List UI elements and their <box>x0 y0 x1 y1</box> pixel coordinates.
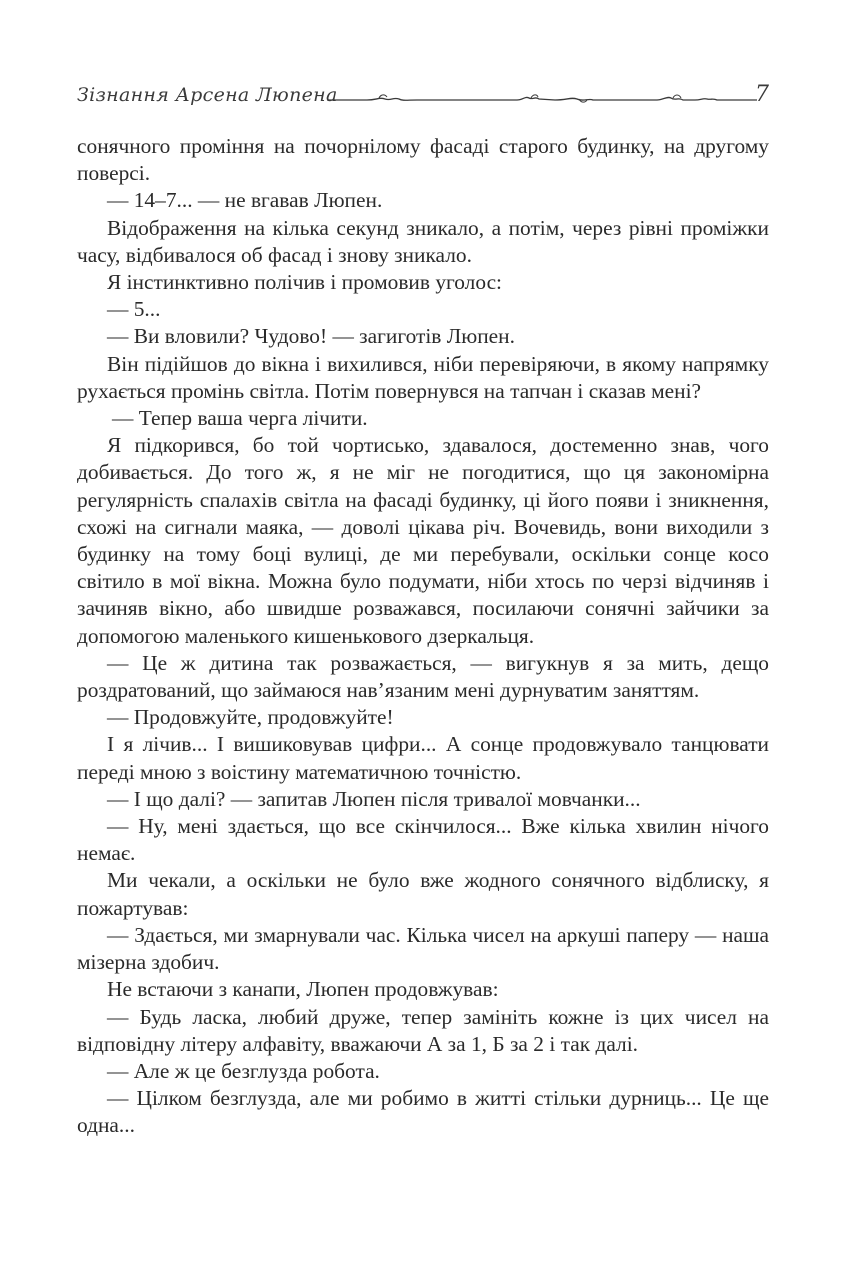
paragraph: Не встаючи з канапи, Люпен продовжував: <box>107 977 499 1002</box>
paragraph: Я підкорився, бо той чортисько, здавалося, достеменно знав, чого добивається. До того ж, я не міг не погодитися, що ця закономірна регулярність спалахів світла на фасаді будинку, ці його появи і зникнення, схожі на сигнали маяка, — доволі цікава річ. Вочевидь, вони виходили з будинку на тому боці вулиці, де ми перебували, оскільки сонце косо світило в мої вікна. Можна було подумати, ніби хтось по черзі відчиняв і зачиняв вікно, або швидше розважався, посилаючи сонячні зайчики за допомогою маленького кишенькового дзеркальця. <box>77 433 769 648</box>
body-text <box>77 133 769 1140</box>
paragraph: — Але ж це безглузда робота. <box>107 1058 380 1083</box>
paragraph: Відображення на кілька секунд зникало, а потім, через рівні проміжки часу, відбивалося об фасад і знову зникало. <box>77 215 769 267</box>
paragraph: — Це ж дитина так розважається, — вигукнув я за мить, дещо роздратований, що займаюся нав’язаним мені дурнуватим заняттям. <box>77 650 769 703</box>
running-title: Зізнання Арсена Люпена <box>77 84 338 106</box>
paragraph: — Ну, мені здається, що все скінчилося... Вже кілька хвилин нічого немає. <box>77 814 769 866</box>
ornament-divider <box>327 90 757 110</box>
paragraph: — Будь ласка, любий друже, тепер замініть кожне із цих чисел на відповідну літеру алфавіту, вважаючи А за 1, Б за 2 і так далі. <box>77 1004 769 1056</box>
paragraph: — 5... <box>107 297 161 322</box>
page-number: 7 <box>755 82 769 107</box>
page-header <box>77 82 777 118</box>
paragraph: — І що далі? — запитав Люпен після тривалої мовчанки... <box>107 786 641 811</box>
paragraph: — Здається, ми змарнували час. Кілька чисел на аркуші паперу — наша мізерна здобич. <box>77 922 769 975</box>
paragraph: І я лічив... І вишиковував цифри... А сонце продовжувало танцювати переді мною з воістину математичною точністю. <box>77 732 769 784</box>
paragraph: — Цілком безглузда, але ми робимо в житті стільки дурниць... Це ще одна... <box>77 1086 769 1138</box>
paragraph: Він підійшов до вікна і вихилився, ніби перевіряючи, в якому напрямку рухається промінь світла. Потім повернувся на тапчан і сказав мені? <box>77 351 769 403</box>
paragraph: — Продовжуйте, продовжуйте! <box>107 705 394 730</box>
paragraph: — 14–7... — не вгавав Люпен. <box>107 188 383 213</box>
paragraph: Ми чекали, а оскільки не було вже жодного сонячного відблиску, я пожартував: <box>77 868 769 920</box>
paragraph: сонячного проміння на почорнілому фасаді старого будинку, на другому поверсі. <box>77 134 769 186</box>
paragraph: — Ви вловили? Чудово! — загиготів Люпен. <box>107 324 515 349</box>
paragraph: — Тепер ваша черга лічити. <box>112 406 368 431</box>
paragraph: Я інстинктивно полічив і промовив уголос: <box>107 270 503 295</box>
